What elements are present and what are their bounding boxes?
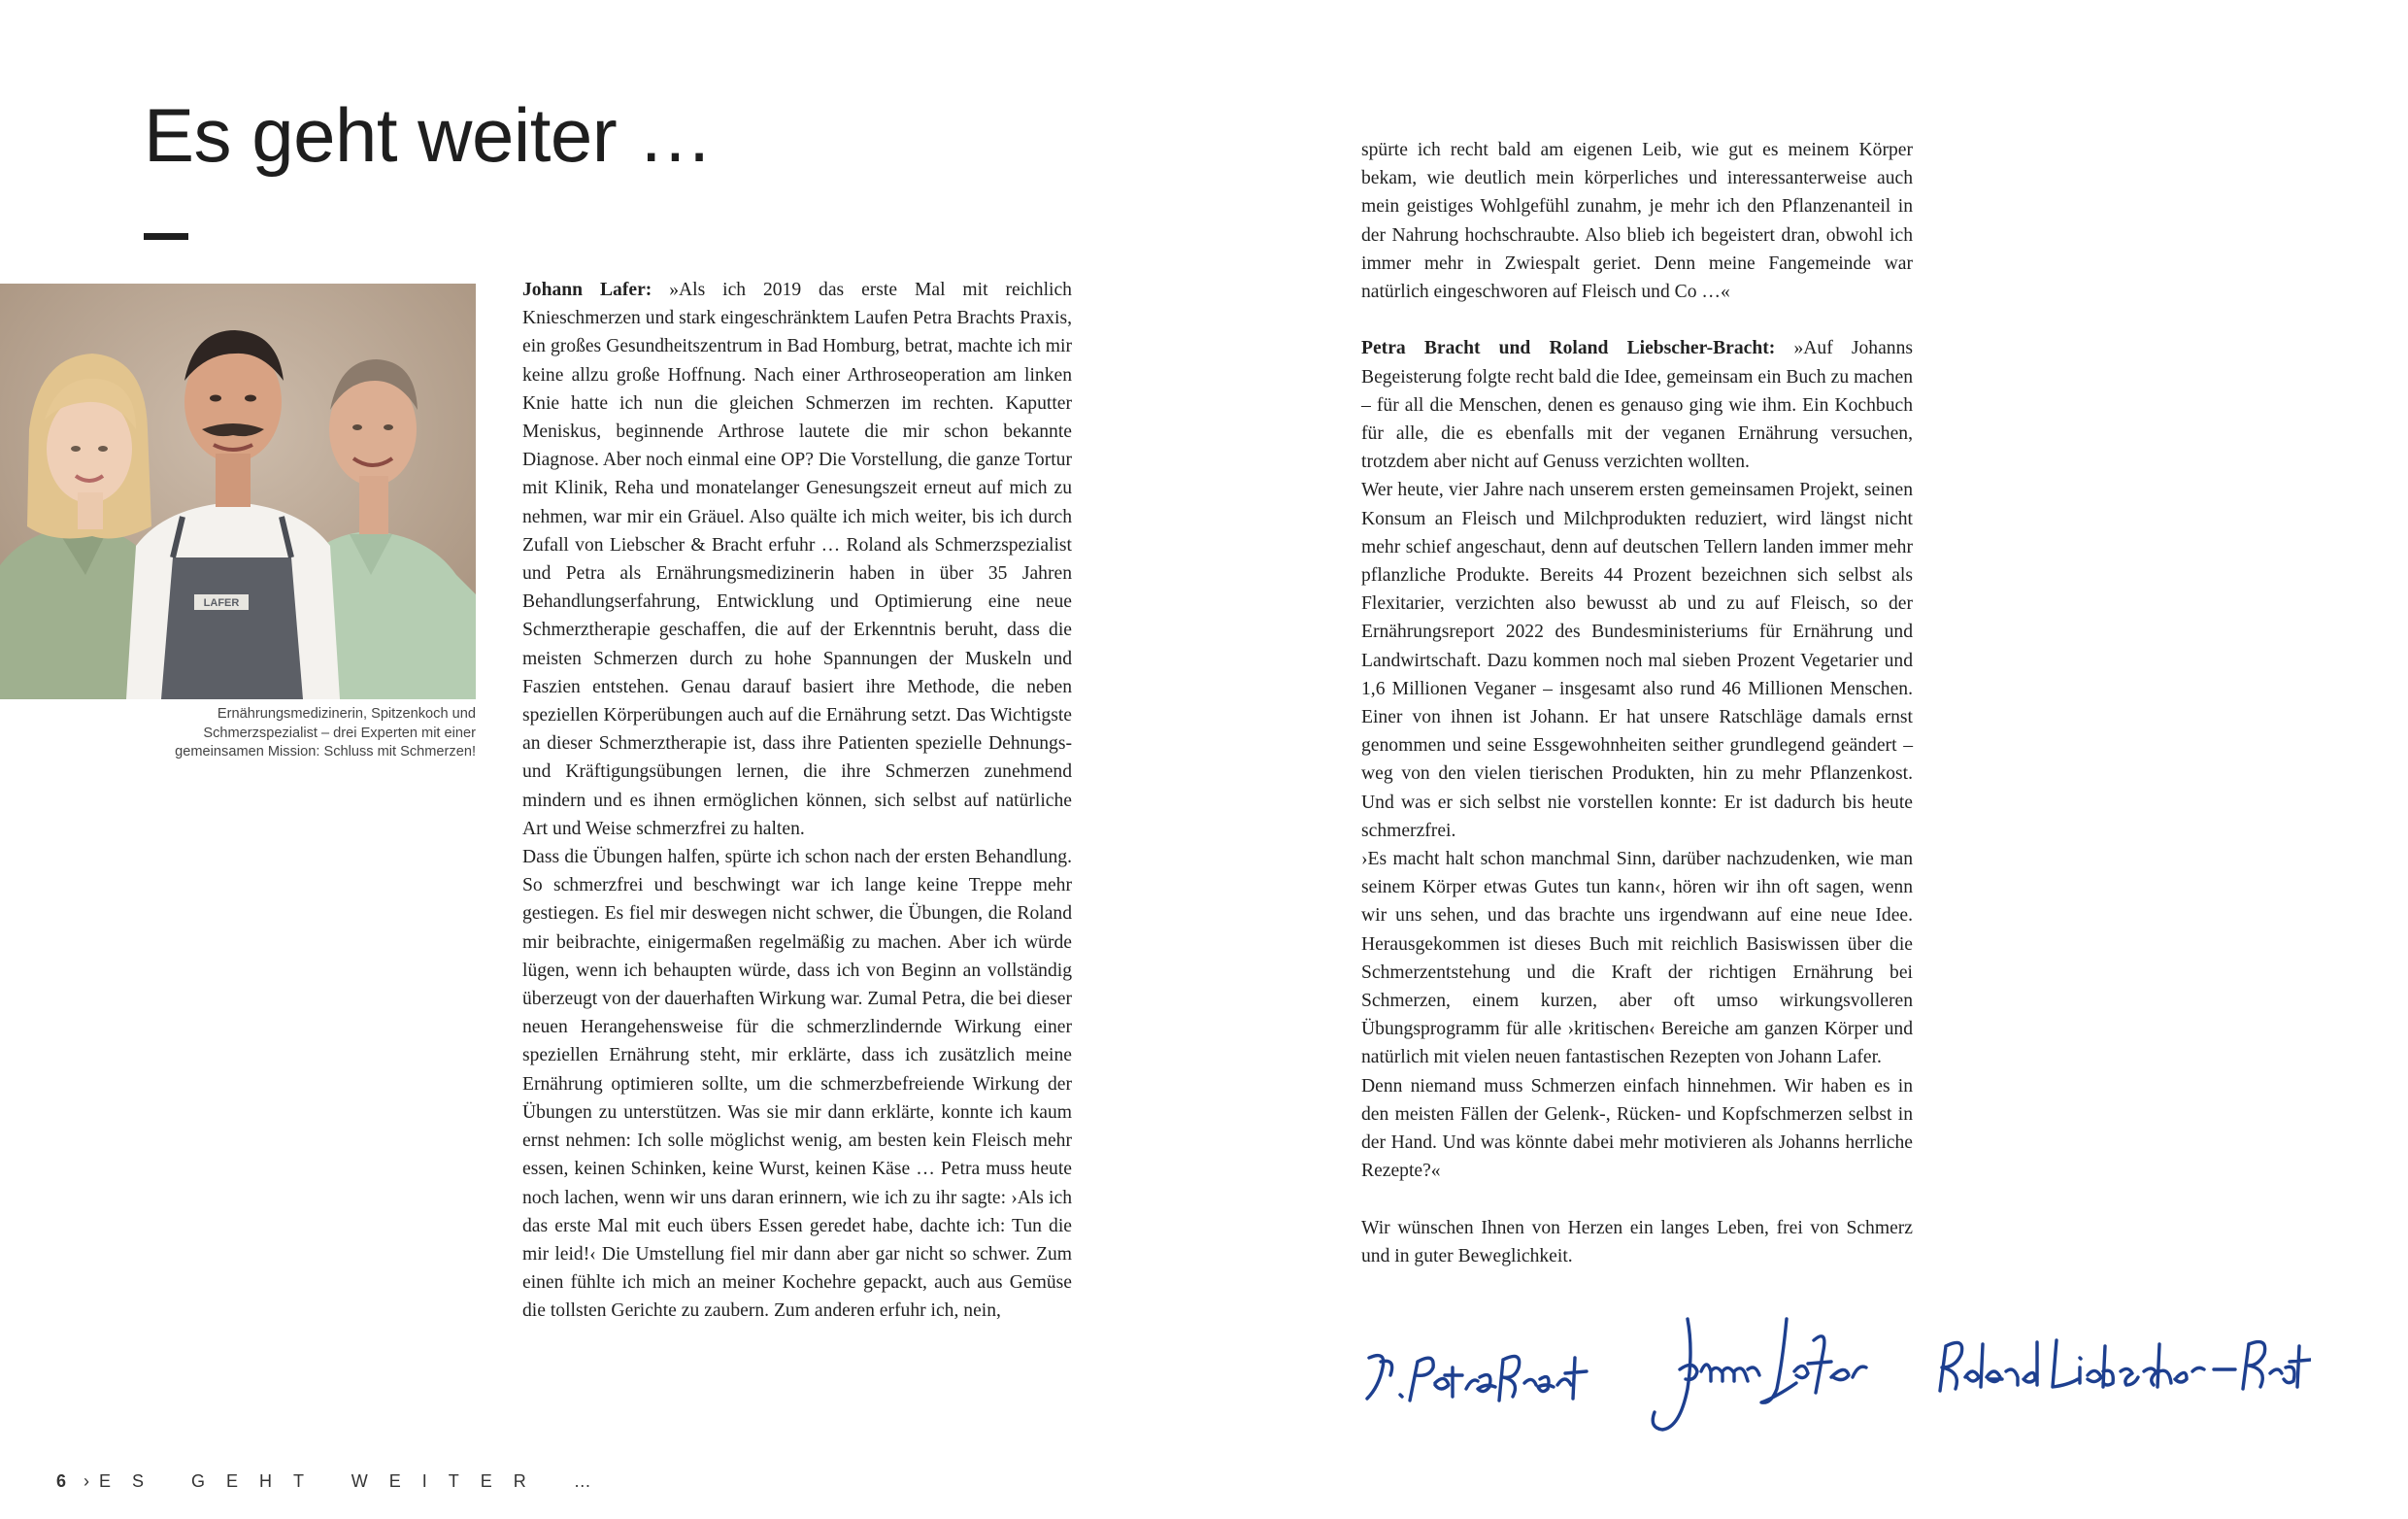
- authors-photo-illustration: [0, 284, 476, 699]
- paragraph: Wir wünschen Ihnen von Herzen ein langes Leben, frei von Schmerz und in guter Beweglichkeit.: [1361, 1217, 1913, 1266]
- apron-label: LAFER: [203, 597, 240, 609]
- signature-johann-lafer: [1641, 1311, 1874, 1437]
- speaker-label: Petra Bracht und Roland Liebscher-Bracht:: [1361, 338, 1776, 359]
- page-title: Es geht weiter …: [144, 92, 713, 178]
- paragraph: ›Es macht halt schon manchmal Sinn, darüber nachzudenken, wie man seinem Körper etwas Gutes tun kann‹, hören wir ihn oft sagen, wenn wir uns sehen, und das brachte uns irgendwann auf eine neue Idee. Herausgekommen ist dieses Buch mit reichlich Basiswissen über die Schmerzentstehung und die Kraft der richtigen Ernährung bei Schmerzen, einem kurzen, aber oft umso wirkungsvolleren Übungsprogramm für alle ›kritischen‹ Bereiche am ganzen Körper und natürlich mit vielen neuen fantastischen Rezepten von Johann Lafer.: [1361, 849, 1913, 1068]
- paragraph: [522, 276, 1072, 843]
- page-number: 6: [56, 1471, 67, 1491]
- paragraph-text: »Auf Johanns Begeisterung folgte recht bald die Idee, gemeinsam ein Buch zu machen – für all die Menschen, denen es genauso ging wie ihm. Ein Kochbuch für alle, die es ebenfalls mit der veganen Ernährung versuchen, trotzdem aber nicht auf Genuss verzichten wollten.: [1361, 338, 1913, 473]
- footer-separator: ›: [84, 1471, 90, 1491]
- authors-photo: [0, 284, 476, 699]
- running-title: ES GEHT WEITER …: [99, 1471, 613, 1491]
- signature-petra-bracht: [1357, 1338, 1600, 1416]
- photo-caption: Ernährungsmedizinerin, Spitzenkoch und Schmerzspezialist – drei Experten mit einer gemeinsamen Mission: Schluss mit Schmerzen!: [175, 706, 476, 760]
- title-rule: [144, 233, 188, 240]
- speaker-label: Johann Lafer:: [522, 280, 652, 300]
- paragraph: Denn niemand muss Schmerzen einfach hinnehmen. Wir haben es in den meisten Fällen der Gelenk-, Rücken- und Kopfschmerzen selbst in der Hand. Und was könnte dabei mehr motivieren als Johanns herrliche Rezepte?«: [1361, 1075, 1913, 1182]
- text-column-left: [522, 276, 1072, 1326]
- paragraph: Wer heute, vier Jahre nach unserem ersten gemeinsamen Projekt, seinen Konsum an Fleisch und Milchprodukten reduziert, wird längst nicht mehr schief angeschaut, denn auf deutschen Tellern landen immer mehr pflanzliche Produkte. Bereits 44 Prozent bezeichnen sich selbst als Flexitarier, verzichten also bewusst ab und zu auf Fleisch, so der Ernährungsreport 2022 des Bundesministeriums für Ernährung und Landwirtschaft. Dazu kommen noch mal sieben Prozent Vegetarier und 1,6 Millionen Veganer – insgesamt also rund 46 Millionen Menschen. Einer von ihnen ist Johann. Er hat unsere Ratschläge damals ernst genommen und seine Essgewohnheiten seither grundlegend geändert – weg von den vielen tierischen Produkten, hin zu mehr Pflanzenkost. Und was er sich selbst nie vorstellen konnte: Er ist dadurch bis heute schmerzfrei.: [1361, 480, 1913, 841]
- paragraph: Dass die Übungen halfen, spürte ich schon nach der ersten Behandlung. So schmerzfrei und beschwingt war ich lange keine Treppe mehr gestiegen. Es fiel mir deswegen nicht schwer, die Übungen, die Roland mir beibrachte, einigermaßen regelmäßig zu machen. Aber ich würde lügen, wenn ich behaupten würde, dass ich von Beginn an vollständig überzeugt von der dauerhaften Wirkung war. Zumal Petra, die bei dieser neuen Herangehensweise für die schmerzlindernde Wirkung einer speziellen Ernährung steht, mir erklärte, dass ich zusätzlich meine Ernährung optimieren sollte, um die schmerzbefreiende Wirkung der Übungen zu unterstützen. Was sie mir dann erklärte, konnte ich kaum ernst nehmen: Ich solle möglichst wenig, am besten kein Fleisch mehr essen, keinen Schinken, keine Wurst, keinen Käse … Petra muss heute noch lachen, wenn wir uns daran erinnern, wie ich zu ihr sagte: ›Als ich das erste Mal mit euch übers Essen geredet habe, dachte ich: Tun die mir leid!‹ Die Umstellung fiel mir dann aber gar nicht so schwer. Zum einen fühlte ich mich an meiner Kochehre gepackt, auch aus Gemüse die tollsten Gerichte zu zaubern. Zum anderen erfuhr ich, nein,: [522, 847, 1072, 1322]
- paragraph: spürte ich recht bald am eigenen Leib, wie gut es meinem Körper bekam, wie deutlich mein körperliches und interessanterweise auch mein geistiges Wohlgefühl zunahm, je mehr ich den Pflanzenanteil in der Nahrung hochschraubte. Also blieb ich begeistert dran, obwohl ich immer mehr in Zwiespalt geriet. Denn meine Fangemeinde war natürlich eingeschworen auf Fleisch und Co …«: [1361, 140, 1913, 303]
- paragraph: [1361, 334, 1913, 476]
- page-footer: [56, 1471, 613, 1492]
- signature-roland-liebscher-bracht: [1932, 1329, 2311, 1406]
- text-column-right: [1361, 136, 1913, 1270]
- paragraph-text: »Als ich 2019 das erste Mal mit reichlich Knieschmerzen und stark eingeschränktem Laufen Petra Brachts Praxis, ein großes Gesundheitszentrum in Bad Homburg, betrat, machte ich mir keine allzu große Hoffnung. Nach einer Arthroseoperation am linken Knie hatte ich nun die gleichen Schmerzen im rechten. Kaputter Meniskus, beginnende Arthrose lautete die mir schon bekannte Diagnose. Aber noch einmal eine OP? Die Vorstellung, die ganze Tortur mit Klinik, Reha und monatelanger Genesungszeit erneut auf mich zu nehmen, war mir ein Gräuel. Also quälte ich mich weiter, bis ich durch Zufall von Liebscher & Bracht erfuhr … Roland als Schmerzspezialist und Petra als Ernährungsmedizinerin haben in über 35 Jahren Behandlungserfahrung, Entwicklung und Optimierung eine neue Schmerztherapie geschaffen, die auf der Erkenntnis beruht, dass die meisten Schmerzen durch zu hohe Spannungen der Muskeln und Faszien entstehen. Genau darauf basiert ihre Methode, die neben speziellen Körperübungen auch auf die Ernährung setzt. Das Wichtigste an dieser Schmerztherapie ist, dass ihre Patienten spezielle Dehnungs- und Kräftigungsübungen lernen, die ihre Schmerzen zunehmend mindern und es ihnen ermöglichen können, sich selbst auf natürliche Art und Weise schmerzfrei zu halten.: [522, 280, 1072, 839]
